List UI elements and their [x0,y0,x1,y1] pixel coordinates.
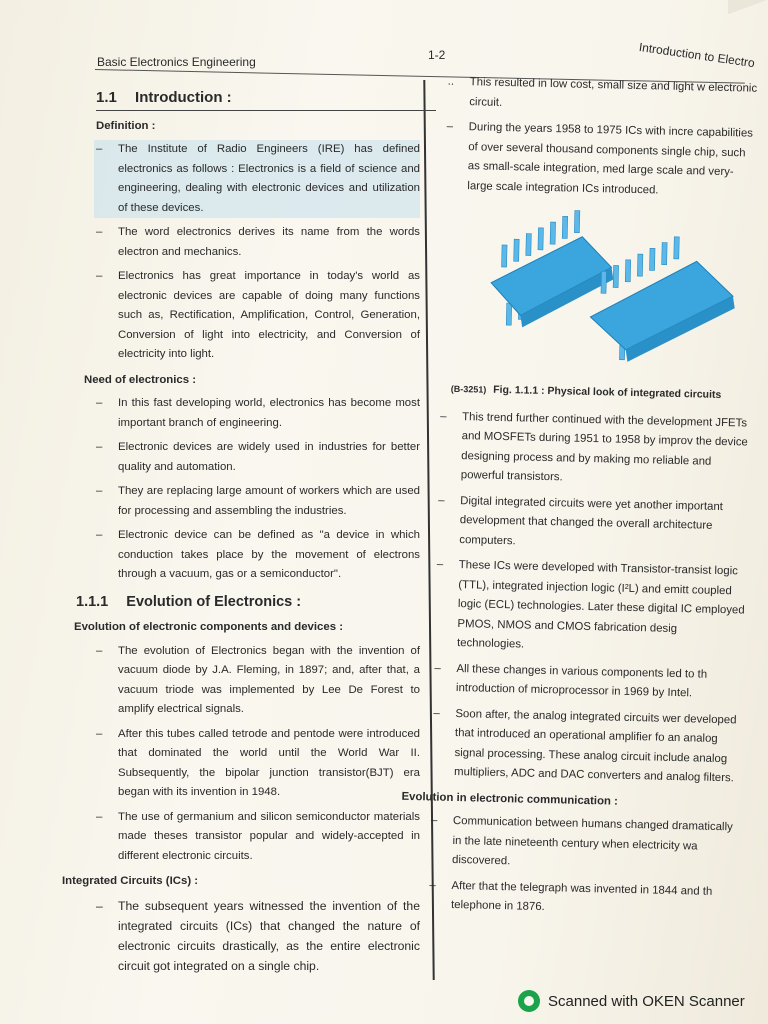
subsection-number: 1.1.1 [76,593,109,610]
list-item: – Electronics has great importance in today's world as electronic devices are capable of doing many functions such as, Rectification, Amplification, Control, Generation, Conversion of light into electricity, and Conversion of electricity into light. [96,270,420,360]
list-item: – They are replacing large amount of workers which are used for processing and assembling the industries. [96,485,420,517]
page-corner [728,0,768,14]
list-item: – The use of germanium and silicon semiconductor materials made theses transistor popular and widely-accepted in different electronic circuits. [96,810,420,862]
list-item: – The Institute of Radio Engineers (IRE) has defined electronics as follows : Electronics is a field of science and engineering, dealing with electronic devices and utilization of these devices. [94,140,420,218]
ic-chips-photo [469,204,768,381]
scanner-watermark [518,990,745,1012]
list-item: – These ICs were developed with Transistor-transist logic (TTL), integrated injection logic (I²L) and emitt coupled logic (ECL) technologies. Later these digital IC employed PMOS, NMOS and CMOS fabrication desig technologies. [436,558,745,651]
figure-caption [451,380,751,406]
list-item: – All these changes in various components led to th introduction of microprocessor in 1969 by Intel. [434,662,708,700]
list-item: – The word electronics derives its name from the words electron and mechanics. [96,226,420,258]
evolution-label: Evolution of electronic components and devices : [74,621,343,633]
list-item: – Electronic device can be defined as "a device in which conduction takes place by the movement of electrons through a vacuum, gas or a semiconductor". [96,529,420,580]
left-column [60,82,420,981]
figure-tag: (B-3251) [450,383,487,395]
page-number: 1-2 [428,48,446,62]
section-title: Introduction : [135,89,232,106]
list-item: – Electronic devices are widely used in industries for better quality and automation. [96,441,420,473]
definition-label: Definition : [96,119,156,132]
list-item: – Digital integrated circuits were yet another important development that changed the overall architecture computers. [438,494,724,547]
need-label: Need of electronics : [84,373,197,386]
ic-label: Integrated Circuits (ICs) : [62,875,199,887]
communication-label: Evolution in electronic communication : [401,790,619,808]
list-item: – The evolution of Electronics began with the invention of vacuum diode by J.A. Fleming, in 1897; and, after that, a vacuum triode was implemented by Lee De Forest to amplify electrical signals. [96,644,420,715]
section-heading [96,88,436,111]
list-item: .. This resulted in low cost, small size and light w electronic circuit. [447,75,758,109]
scanner-logo-icon [518,990,540,1012]
list-item: – The subsequent years witnessed the invention of the integrated circuits (ICs) that changed the nature of electronic circuits drastically, as the entire electronic circuit got integrated on a single chip. [96,898,420,973]
subsection-title: Evolution of Electronics : [126,593,302,610]
list-item: – In this fast developing world, electronics has become most important branch of engineering. [96,397,420,429]
right-column [399,70,758,928]
list-item: – After that the telegraph was invented in 1844 and th telephone in 1876. [429,878,713,914]
list-item: – After this tubes called tetrode and pentode were introduced that dominated the world until the World War II. Subsequently, the bipolar junction transistor(BJT) era began with its invention in 1948. [96,727,420,798]
chapter-title: Introduction to Electro [638,40,756,71]
figure-caption-text: Fig. 1.1.1 : Physical look of integrated circuits [493,383,722,401]
section-number: 1.1 [96,89,117,106]
scanner-text: Scanned with OKEN Scanner [548,992,745,1010]
list-item: – During the years 1958 to 1975 ICs with incre capabilities of over several thousand components single chip, such as small-scale integration, med large scale and very-large scale integration ICs introduced. [446,120,754,196]
subsection-heading [76,593,420,613]
list-item: – Communication between humans changed dramatically in the late nineteenth century when electricity wa discovered. [430,814,733,868]
list-item: – Soon after, the analog integrated circuits wer developed that introduced an operational amplifier fo an analog signal processing. These analog circuit include analog multipliers, ADC and DAC converters and analog filters. [433,707,737,785]
ic-chips-illustration [469,204,768,381]
list-item: – This trend further continued with the development JFETs and MOSFETs during 1951 to 1958 by improv the device designing process and by making mo reliable and powerful transistors. [440,410,748,484]
book-title: Basic Electronics Engineering [97,55,256,69]
